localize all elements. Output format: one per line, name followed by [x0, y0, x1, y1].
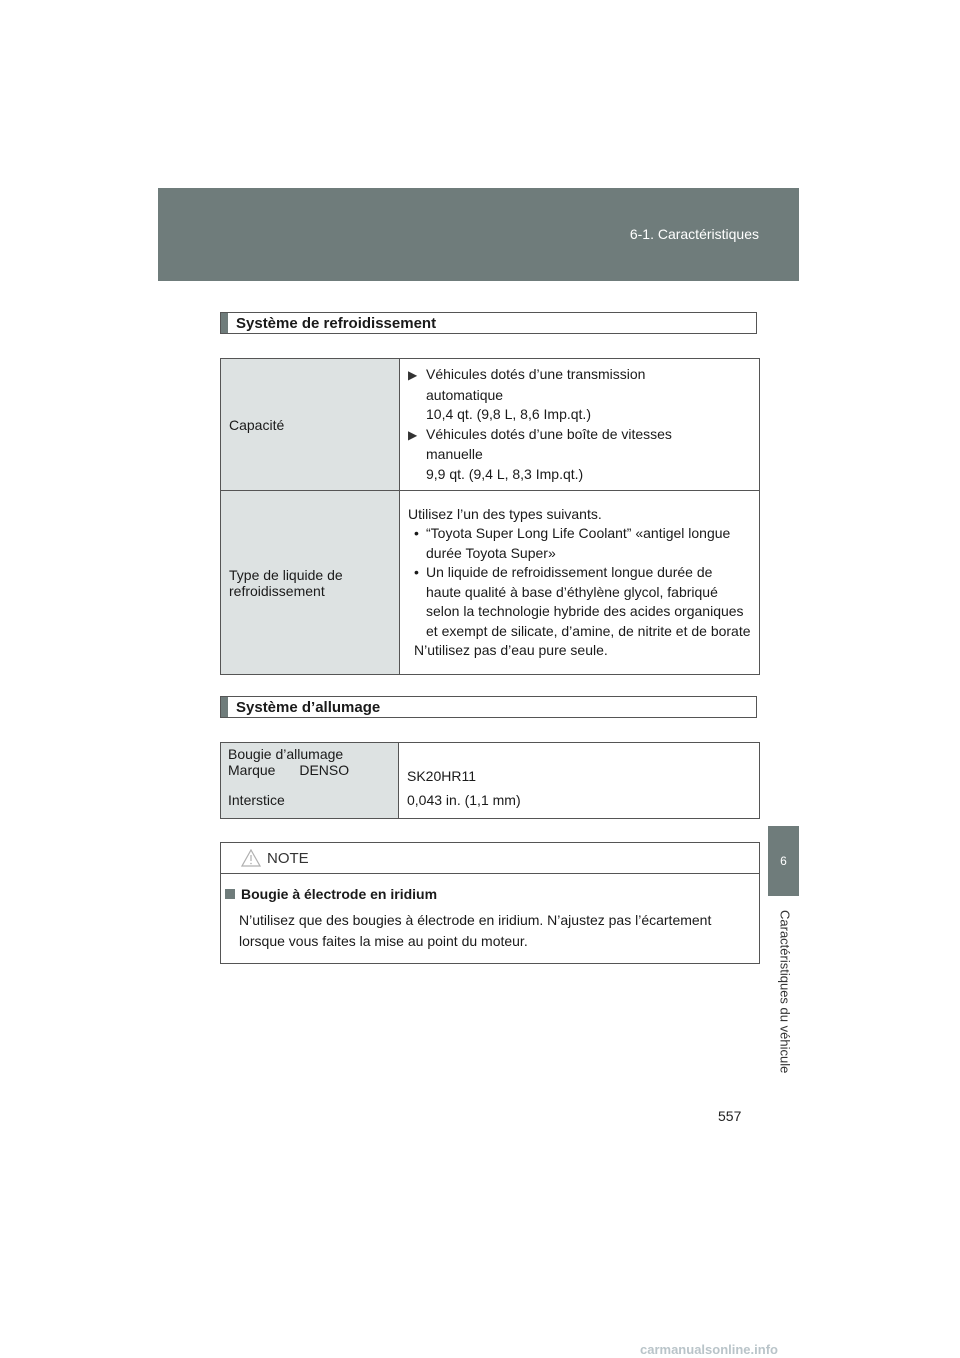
coolant-option [408, 563, 751, 641]
note-header [221, 843, 759, 874]
note-subtitle: Bougie à électrode en iridium [241, 886, 438, 902]
header-band [158, 188, 799, 281]
coolant-label-line: refroidissement [229, 582, 325, 599]
spark-plug-label [220, 742, 399, 788]
coolant-value [400, 491, 760, 675]
chapter-number: 6 [780, 854, 787, 868]
coolant-warning: N’utilisez pas d’eau pure seule. [414, 642, 608, 658]
cooling-section-title [220, 312, 757, 334]
capacity-label: Capacité [221, 359, 400, 491]
cooling-title: Système de refroidissement [236, 314, 437, 332]
gap-label: Interstice [220, 788, 399, 819]
plug-label: Bougie d’allumage [228, 746, 344, 762]
ignition-table [220, 742, 760, 819]
spark-plug-row [220, 742, 760, 788]
note-box [220, 842, 760, 964]
square-bullet-icon [225, 889, 235, 899]
header-section-title: 6-1. Caractéristiques [629, 226, 759, 242]
brand-value: DENSO [299, 762, 350, 778]
note-text: N’utilisez que des bougies à électrode en iridium. N’ajustez pas l’écartement lorsque vous faites la mise au point du moteur. [239, 912, 712, 949]
chapter-title: Caractéristiques du véhicule [777, 910, 793, 1074]
coolant-option [408, 524, 751, 563]
capacity-item-label: Véhicules dotés d’une boîte de vitesses [426, 425, 672, 442]
capacity-value [400, 359, 760, 491]
capacity-item-automatic [408, 365, 751, 386]
ignition-title: Système d’allumage [236, 698, 381, 716]
capacity-item-label-cont: automatique [426, 386, 504, 403]
triangle-right-icon: ▶ [408, 368, 418, 382]
note-subtitle-row [225, 886, 759, 902]
gap-row [220, 788, 760, 819]
bullet-icon: • [414, 525, 419, 541]
triangle-right-icon: ▶ [408, 427, 418, 442]
watermark: carmanualsonline.info [640, 1342, 778, 1357]
plug-model: SK20HR11 [407, 768, 477, 784]
section-bar [221, 313, 228, 333]
brand-label: Marque [228, 762, 276, 778]
capacity-item-value: 10,4 qt. (9,8 L, 8,6 Imp.qt.) [426, 406, 591, 422]
coolant-intro: Utilisez l’un des types suivants. [408, 505, 602, 522]
capacity-row [221, 359, 760, 491]
capacity-item-manual [408, 425, 751, 446]
section-bar [221, 697, 228, 717]
brand-line [228, 762, 390, 778]
capacity-item-label: Véhicules dotés d’une transmission [426, 366, 646, 382]
chapter-tab [768, 826, 799, 896]
coolant-label-line: Type de liquide de [229, 566, 343, 583]
gap-value: 0,043 in. (1,1 mm) [407, 792, 521, 808]
ignition-section-title [220, 696, 757, 718]
coolant-option-text: “Toyota Super Long Life Coolant” «antigel longue durée Toyota Super» [426, 525, 731, 561]
capacity-item-value: 9,9 qt. (9,4 L, 8,3 Imp.qt.) [426, 465, 584, 482]
coolant-row [221, 491, 760, 675]
cooling-table [220, 358, 760, 675]
page-number: 557 [718, 1108, 742, 1124]
coolant-option-text: Un liquide de refroidissement longue durée de haute qualité à base d’éthylène glycol, fabriqué selon la technologie hybride des acides organiques et exempt de silicate, d’amine, de nitrite et de borate [426, 564, 751, 639]
coolant-label [221, 491, 400, 675]
capacity-item-label-cont: manuelle [426, 446, 483, 462]
bullet-icon: • [414, 564, 419, 580]
warning-triangle-icon [241, 849, 261, 867]
note-label: NOTE [267, 849, 309, 867]
